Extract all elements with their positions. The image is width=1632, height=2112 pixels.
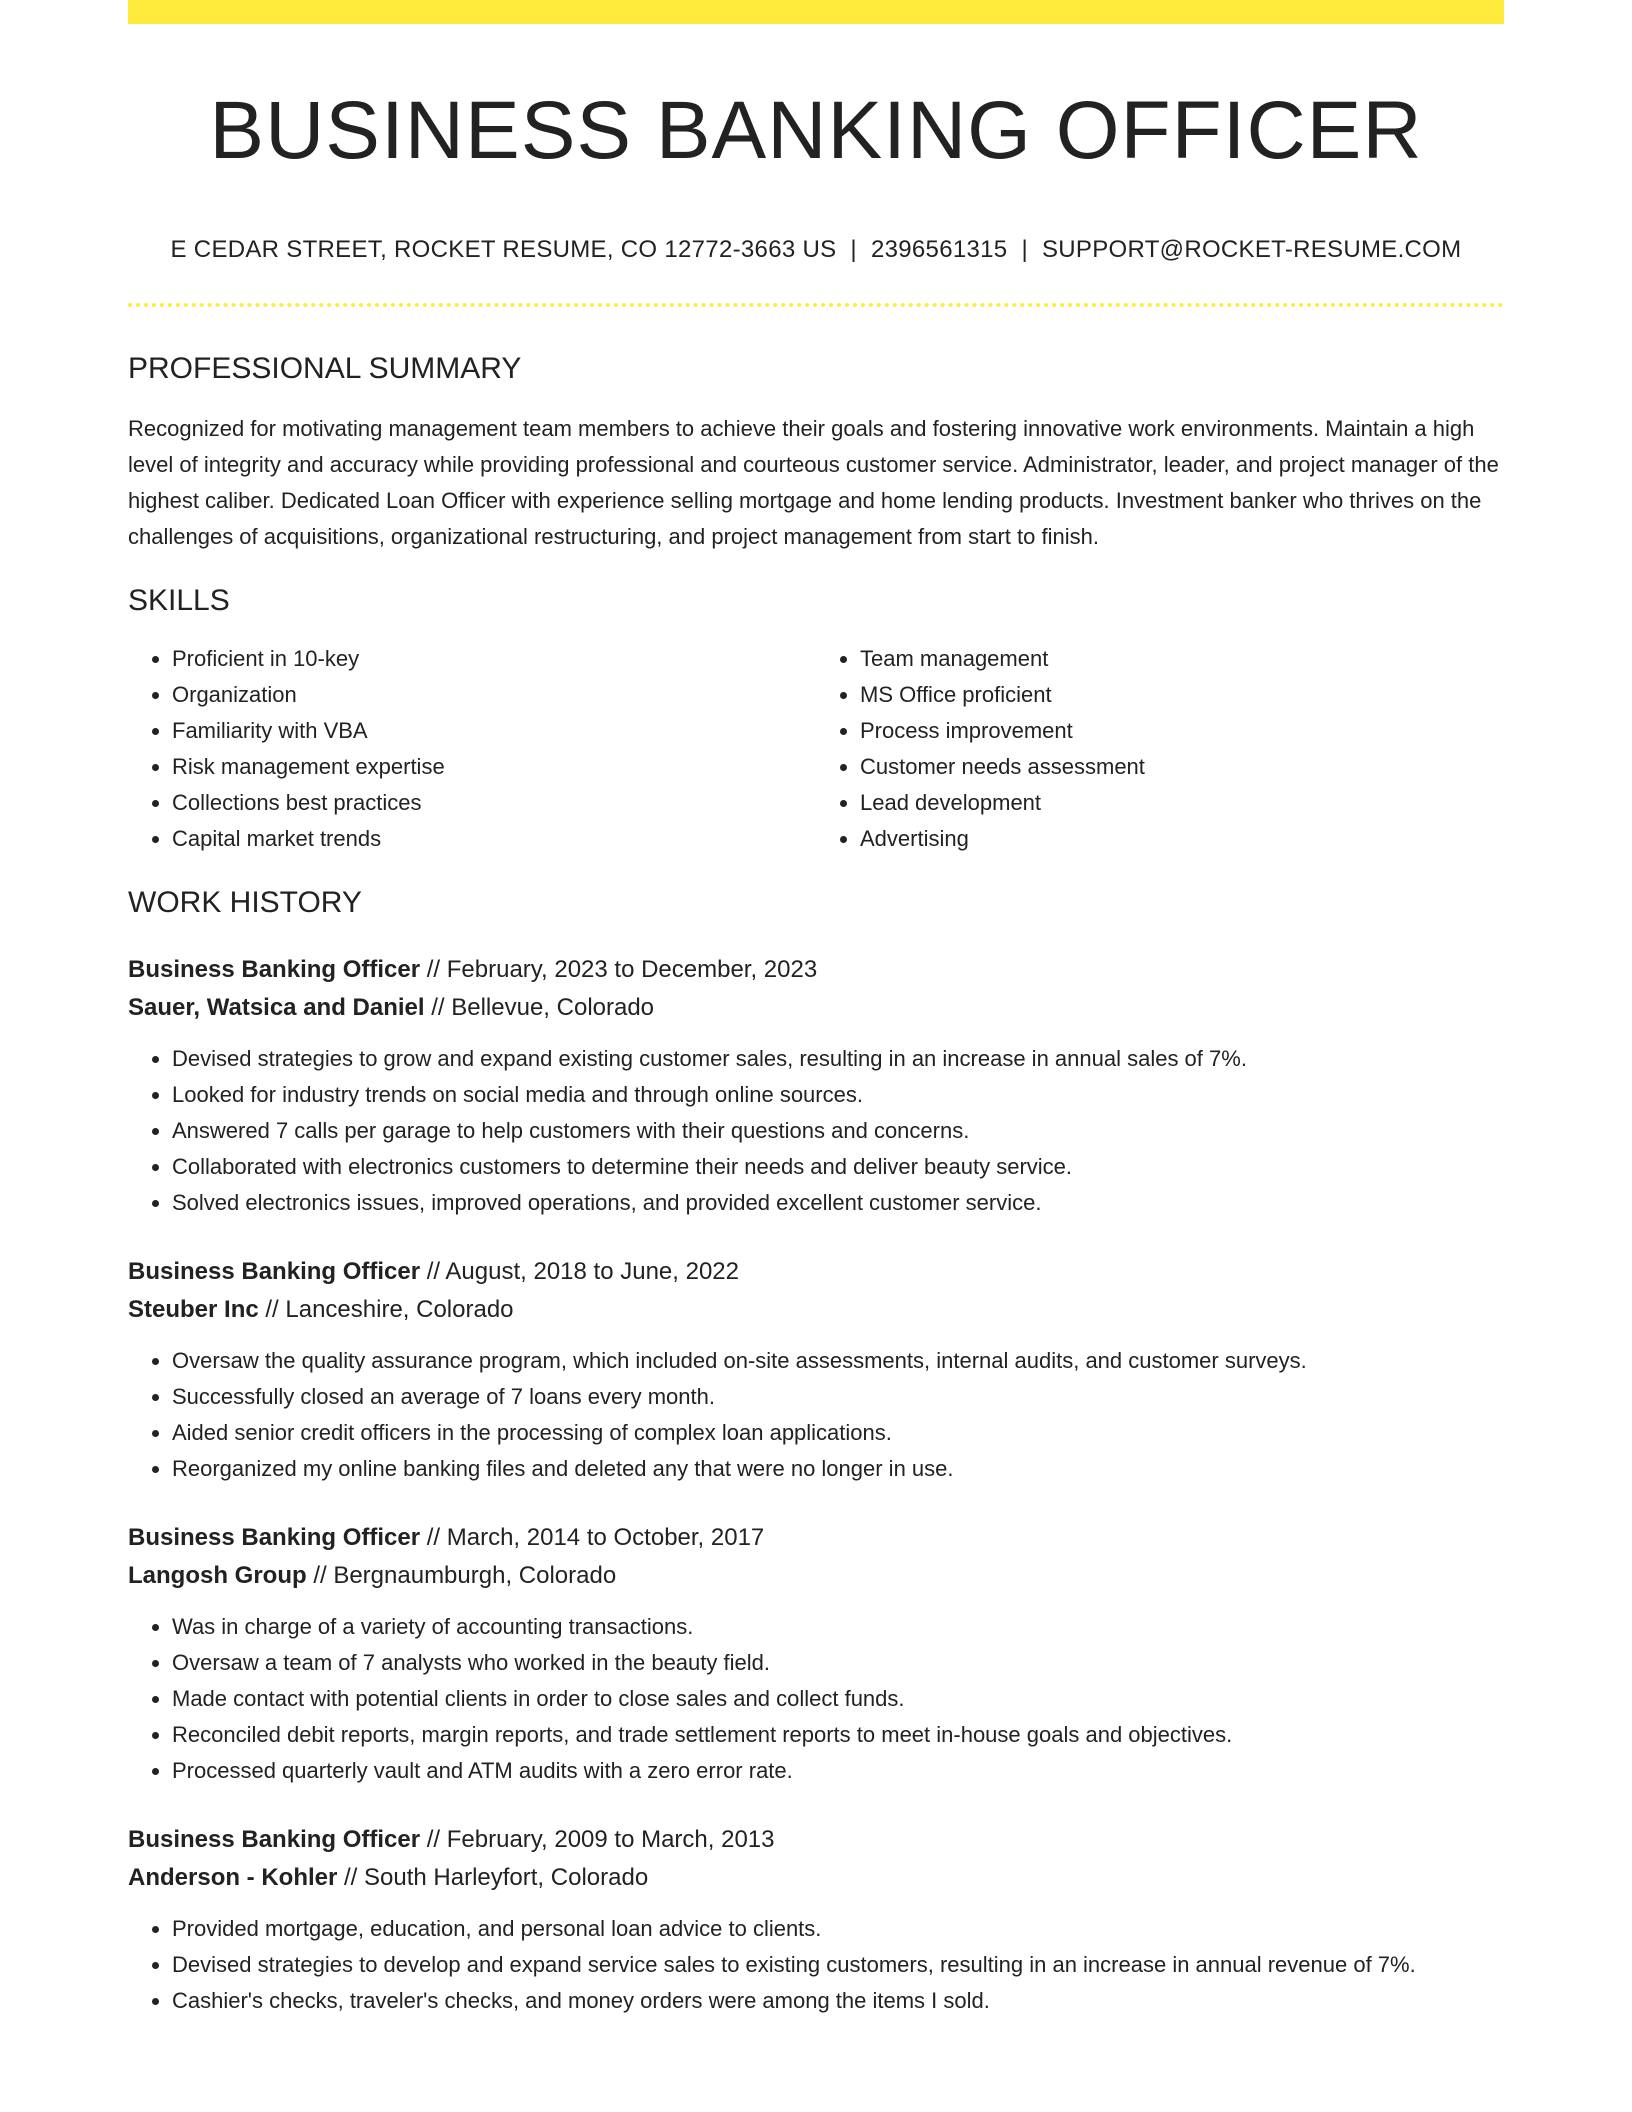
duty-item: • Devised strategies to grow and expand existing customer sales, resulting in an increase in annual sales of 7%. bbox=[172, 1041, 1504, 1077]
job-duties bbox=[128, 1609, 1504, 1789]
skill-item: • Team management bbox=[860, 641, 1504, 677]
job-title: Business Banking Officer bbox=[128, 1258, 421, 1286]
job-company-line bbox=[128, 1557, 1504, 1595]
duty-item: • Oversaw a team of 7 analysts who worked in the beauty field. bbox=[172, 1645, 1504, 1681]
job-title-line bbox=[128, 1821, 1504, 1859]
skills-heading: SKILLS bbox=[128, 584, 230, 618]
duty-item: • Oversaw the quality assurance program, which included on-site assessments, internal audits, and customer surveys. bbox=[172, 1343, 1504, 1379]
duty-item: • Answered 7 calls per garage to help customers with their questions and concerns. bbox=[172, 1113, 1504, 1149]
job-company: Sauer, Watsica and Daniel bbox=[128, 994, 425, 1022]
duty-item: • Solved electronics issues, improved operations, and provided excellent customer service. bbox=[172, 1185, 1504, 1221]
job-entry bbox=[128, 1253, 1504, 1487]
job-title-line bbox=[128, 951, 1504, 989]
duty-item: • Successfully closed an average of 7 loans every month. bbox=[172, 1379, 1504, 1415]
duty-item: • Devised strategies to develop and expand service sales to existing customers, resulting in an increase in annual revenue of 7%. bbox=[172, 1947, 1504, 1983]
job-title-line bbox=[128, 1253, 1504, 1291]
job-duties bbox=[128, 1041, 1504, 1221]
skill-item: • MS Office proficient bbox=[860, 677, 1504, 713]
summary-heading: PROFESSIONAL SUMMARY bbox=[128, 352, 522, 386]
job-location: // South Harleyfort, Colorado bbox=[337, 1864, 649, 1892]
job-dates: // February, 2023 to December, 2023 bbox=[420, 956, 818, 984]
skills-grid bbox=[128, 641, 1504, 857]
job-entry bbox=[128, 951, 1504, 1221]
job-title-line bbox=[128, 1519, 1504, 1557]
contact-line bbox=[128, 236, 1504, 265]
skill-item: • Process improvement bbox=[860, 713, 1504, 749]
skill-item: • Organization bbox=[172, 677, 816, 713]
summary-text: Recognized for motivating management team members to achieve their goals and fostering innovative work environments. Maintain a high level of integrity and accuracy while providing professional and courteous customer service. Administrator, leader, and project manager of the highest caliber. Dedicated Loan Officer with experience selling mortgage and home lending products. Investment banker who thrives on the challenges of acquisitions, organizational restructuring, and project management from start to finish. bbox=[128, 416, 1499, 550]
skill-item: • Customer needs assessment bbox=[860, 749, 1504, 785]
job-company-line bbox=[128, 989, 1504, 1027]
job-company: Anderson - Kohler bbox=[128, 1864, 338, 1892]
job-location: // Bergnaumburgh, Colorado bbox=[306, 1562, 617, 1590]
skills-column-right bbox=[816, 641, 1504, 857]
contact-separator: | bbox=[850, 236, 857, 264]
contact-email: SUPPORT@ROCKET-RESUME.COM bbox=[1041, 236, 1462, 264]
skill-item: • Advertising bbox=[860, 821, 1504, 857]
contact-address: E CEDAR STREET, ROCKET RESUME, CO 12772-3663 US bbox=[170, 236, 837, 264]
job-entry bbox=[128, 1519, 1504, 1789]
job-company-line bbox=[128, 1291, 1504, 1329]
duty-item: • Aided senior credit officers in the processing of complex loan applications. bbox=[172, 1415, 1504, 1451]
skill-item: • Risk management expertise bbox=[172, 749, 816, 785]
duty-item: • Processed quarterly vault and ATM audits with a zero error rate. bbox=[172, 1753, 1504, 1789]
skill-item: • Proficient in 10-key bbox=[172, 641, 816, 677]
duty-item: • Reorganized my online banking files and deleted any that were no longer in use. bbox=[172, 1451, 1504, 1487]
job-duties bbox=[128, 1343, 1504, 1487]
skills-column-left bbox=[128, 641, 816, 857]
skill-item: • Capital market trends bbox=[172, 821, 816, 857]
candidate-name: BUSINESS BANKING OFFICER bbox=[209, 85, 1423, 176]
duty-item: • Made contact with potential clients in order to close sales and collect funds. bbox=[172, 1681, 1504, 1717]
job-dates: // August, 2018 to June, 2022 bbox=[420, 1258, 739, 1286]
skill-item: • Lead development bbox=[860, 785, 1504, 821]
duty-item: • Looked for industry trends on social media and through online sources. bbox=[172, 1077, 1504, 1113]
resume-page bbox=[128, 0, 1504, 2019]
job-company-line bbox=[128, 1859, 1504, 1897]
job-title: Business Banking Officer bbox=[128, 1524, 421, 1552]
contact-separator: | bbox=[1021, 236, 1028, 264]
duty-item: • Provided mortgage, education, and personal loan advice to clients. bbox=[172, 1911, 1504, 1947]
job-location: // Bellevue, Colorado bbox=[424, 994, 655, 1022]
job-entry bbox=[128, 1821, 1504, 2019]
job-company: Langosh Group bbox=[128, 1562, 307, 1590]
skill-item: • Familiarity with VBA bbox=[172, 713, 816, 749]
skill-item: • Collections best practices bbox=[172, 785, 816, 821]
job-title: Business Banking Officer bbox=[128, 1826, 421, 1854]
contact-phone: 2396561315 bbox=[870, 236, 1008, 264]
job-duties bbox=[128, 1911, 1504, 2019]
work-history-heading: WORK HISTORY bbox=[128, 886, 362, 920]
job-dates: // February, 2009 to March, 2013 bbox=[420, 1826, 775, 1854]
duty-item: • Was in charge of a variety of accounting transactions. bbox=[172, 1609, 1504, 1645]
duty-item: • Reconciled debit reports, margin reports, and trade settlement reports to meet in-house goals and objectives. bbox=[172, 1717, 1504, 1753]
header-divider bbox=[128, 303, 1504, 307]
top-accent-bar bbox=[128, 0, 1504, 24]
job-company: Steuber Inc bbox=[128, 1296, 259, 1324]
job-location: // Lanceshire, Colorado bbox=[258, 1296, 514, 1324]
job-dates: // March, 2014 to October, 2017 bbox=[420, 1524, 765, 1552]
duty-item: • Cashier's checks, traveler's checks, and money orders were among the items I sold. bbox=[172, 1983, 1504, 2019]
job-title: Business Banking Officer bbox=[128, 956, 421, 984]
duty-item: • Collaborated with electronics customers to determine their needs and deliver beauty service. bbox=[172, 1149, 1504, 1185]
